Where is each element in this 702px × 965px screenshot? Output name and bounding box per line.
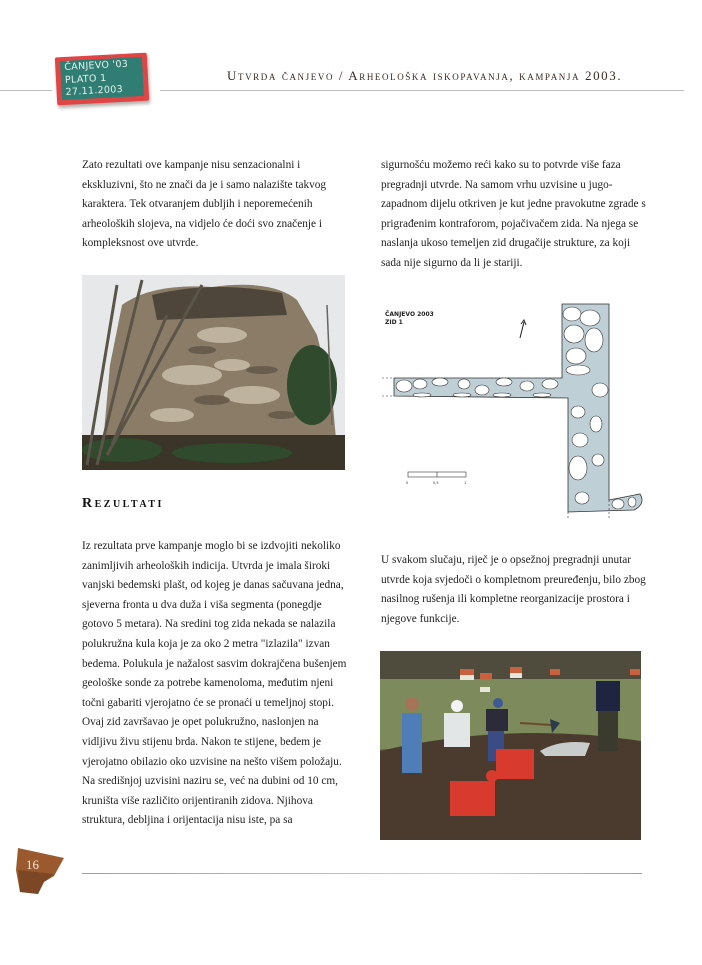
section-heading-results: Rezultati bbox=[82, 496, 164, 511]
chalkboard-line-site: ČANJEVO '03 bbox=[64, 58, 129, 73]
closing-paragraph: U svakom slučaju, riječ je o opsežnoj pregradnji unutar utvrde koja svjedoči o kompletnom preuređenju, bilo zbog nasilnog rušenja ili kompletne reorganizacije prostora i njegove funkcije. bbox=[381, 554, 646, 625]
chalkboard-line-plateau: PLATO 1 bbox=[64, 72, 107, 86]
excavation-photo-illustration bbox=[380, 651, 641, 840]
running-title: Utvrda čanjevo / Arheološka iskopavanja, kampanja 2003. bbox=[227, 68, 623, 83]
plan-subtitle: ZID 1 bbox=[385, 319, 403, 326]
chalkboard-surface bbox=[60, 57, 144, 100]
excavation-team-photo bbox=[380, 651, 641, 840]
scale-label-1: 1 bbox=[464, 481, 467, 485]
wall-photo-illustration bbox=[82, 275, 345, 470]
plan-drawing-svg bbox=[382, 300, 644, 520]
header-rule-left bbox=[0, 90, 52, 91]
footer-rule bbox=[82, 873, 642, 874]
plan-title: ČANJEVO 2003 bbox=[385, 311, 434, 318]
pottery-shard-icon bbox=[14, 846, 66, 894]
scale-bar bbox=[406, 472, 466, 485]
wall-plan-drawing bbox=[382, 300, 644, 520]
header-rule-right bbox=[160, 90, 684, 91]
scale-label-0: 0 bbox=[406, 481, 409, 485]
continued-paragraph: sigurnošću možemo reći kako su to potvrde više faza pregradnji utvrde. Na samom vrhu uzvisine u jugo-zapadnom dijelu otkriven je kut jedne pravokutne zgrade s prigrađenim kontraforom, pojačivačem zida. Na njega se naslanja ukoso temeljen zid drugačije strukture, za koji sada nije sigurno da li je stariji. bbox=[381, 159, 646, 269]
chalkboard-label-image bbox=[55, 53, 149, 106]
results-paragraph: Iz rezultata prve kampanje moglo bi se izdvojiti nekoliko zanimljivih arheoloških indicija. Utvrda je imala široki vanjski bedemski plašt, od kojeg je danas sačuvana jedna, sjeverna fronta u dva duža i viša segmenta (ponegdje gotovo 5 metara). Na sredini tog zida nekada se nalazila polukružna kula koja je za oko 2 metra "izlazila" izvan bedema. Polukula je nažalost sasvim dokrajčena bušenjem geološke sonde za potrebe kamenoloma, međutim njeni točni gabariti vjerojatno će se pronaći u temeljnoj stopi. Ovaj zid završavao je opet polukružno, naslonjen na vidljivu živu stijenu brda. Nakon te stijene, bedem je vjerojatno obilazio oko uzvisine na nešto višem položaju. Na središnjoj uzvisini naziru se, već na dubini od 10 cm, kruništa više različito orijentiranih zidova. Njihova struktura, debljina i orijentacija nisu iste, pa sa bbox=[82, 540, 347, 827]
intro-paragraph: Zato rezultati ove kampanje nisu senzacionalni i ekskluzivni, što ne znači da je i samo nalazište takvog karaktera. Tek otvaranjem dubljih i neporemećenih arheoloških slojeva, na vidjelo će doći svo značenje i kompleksnost ove utvrde. bbox=[82, 159, 327, 250]
page-number: 16 bbox=[26, 857, 39, 872]
north-arrow-icon bbox=[520, 320, 526, 338]
scale-label-half: 0,5 bbox=[433, 481, 439, 485]
chalkboard-line-date: 27.11.2003 bbox=[65, 83, 124, 98]
fortress-wall-photo bbox=[82, 275, 345, 470]
